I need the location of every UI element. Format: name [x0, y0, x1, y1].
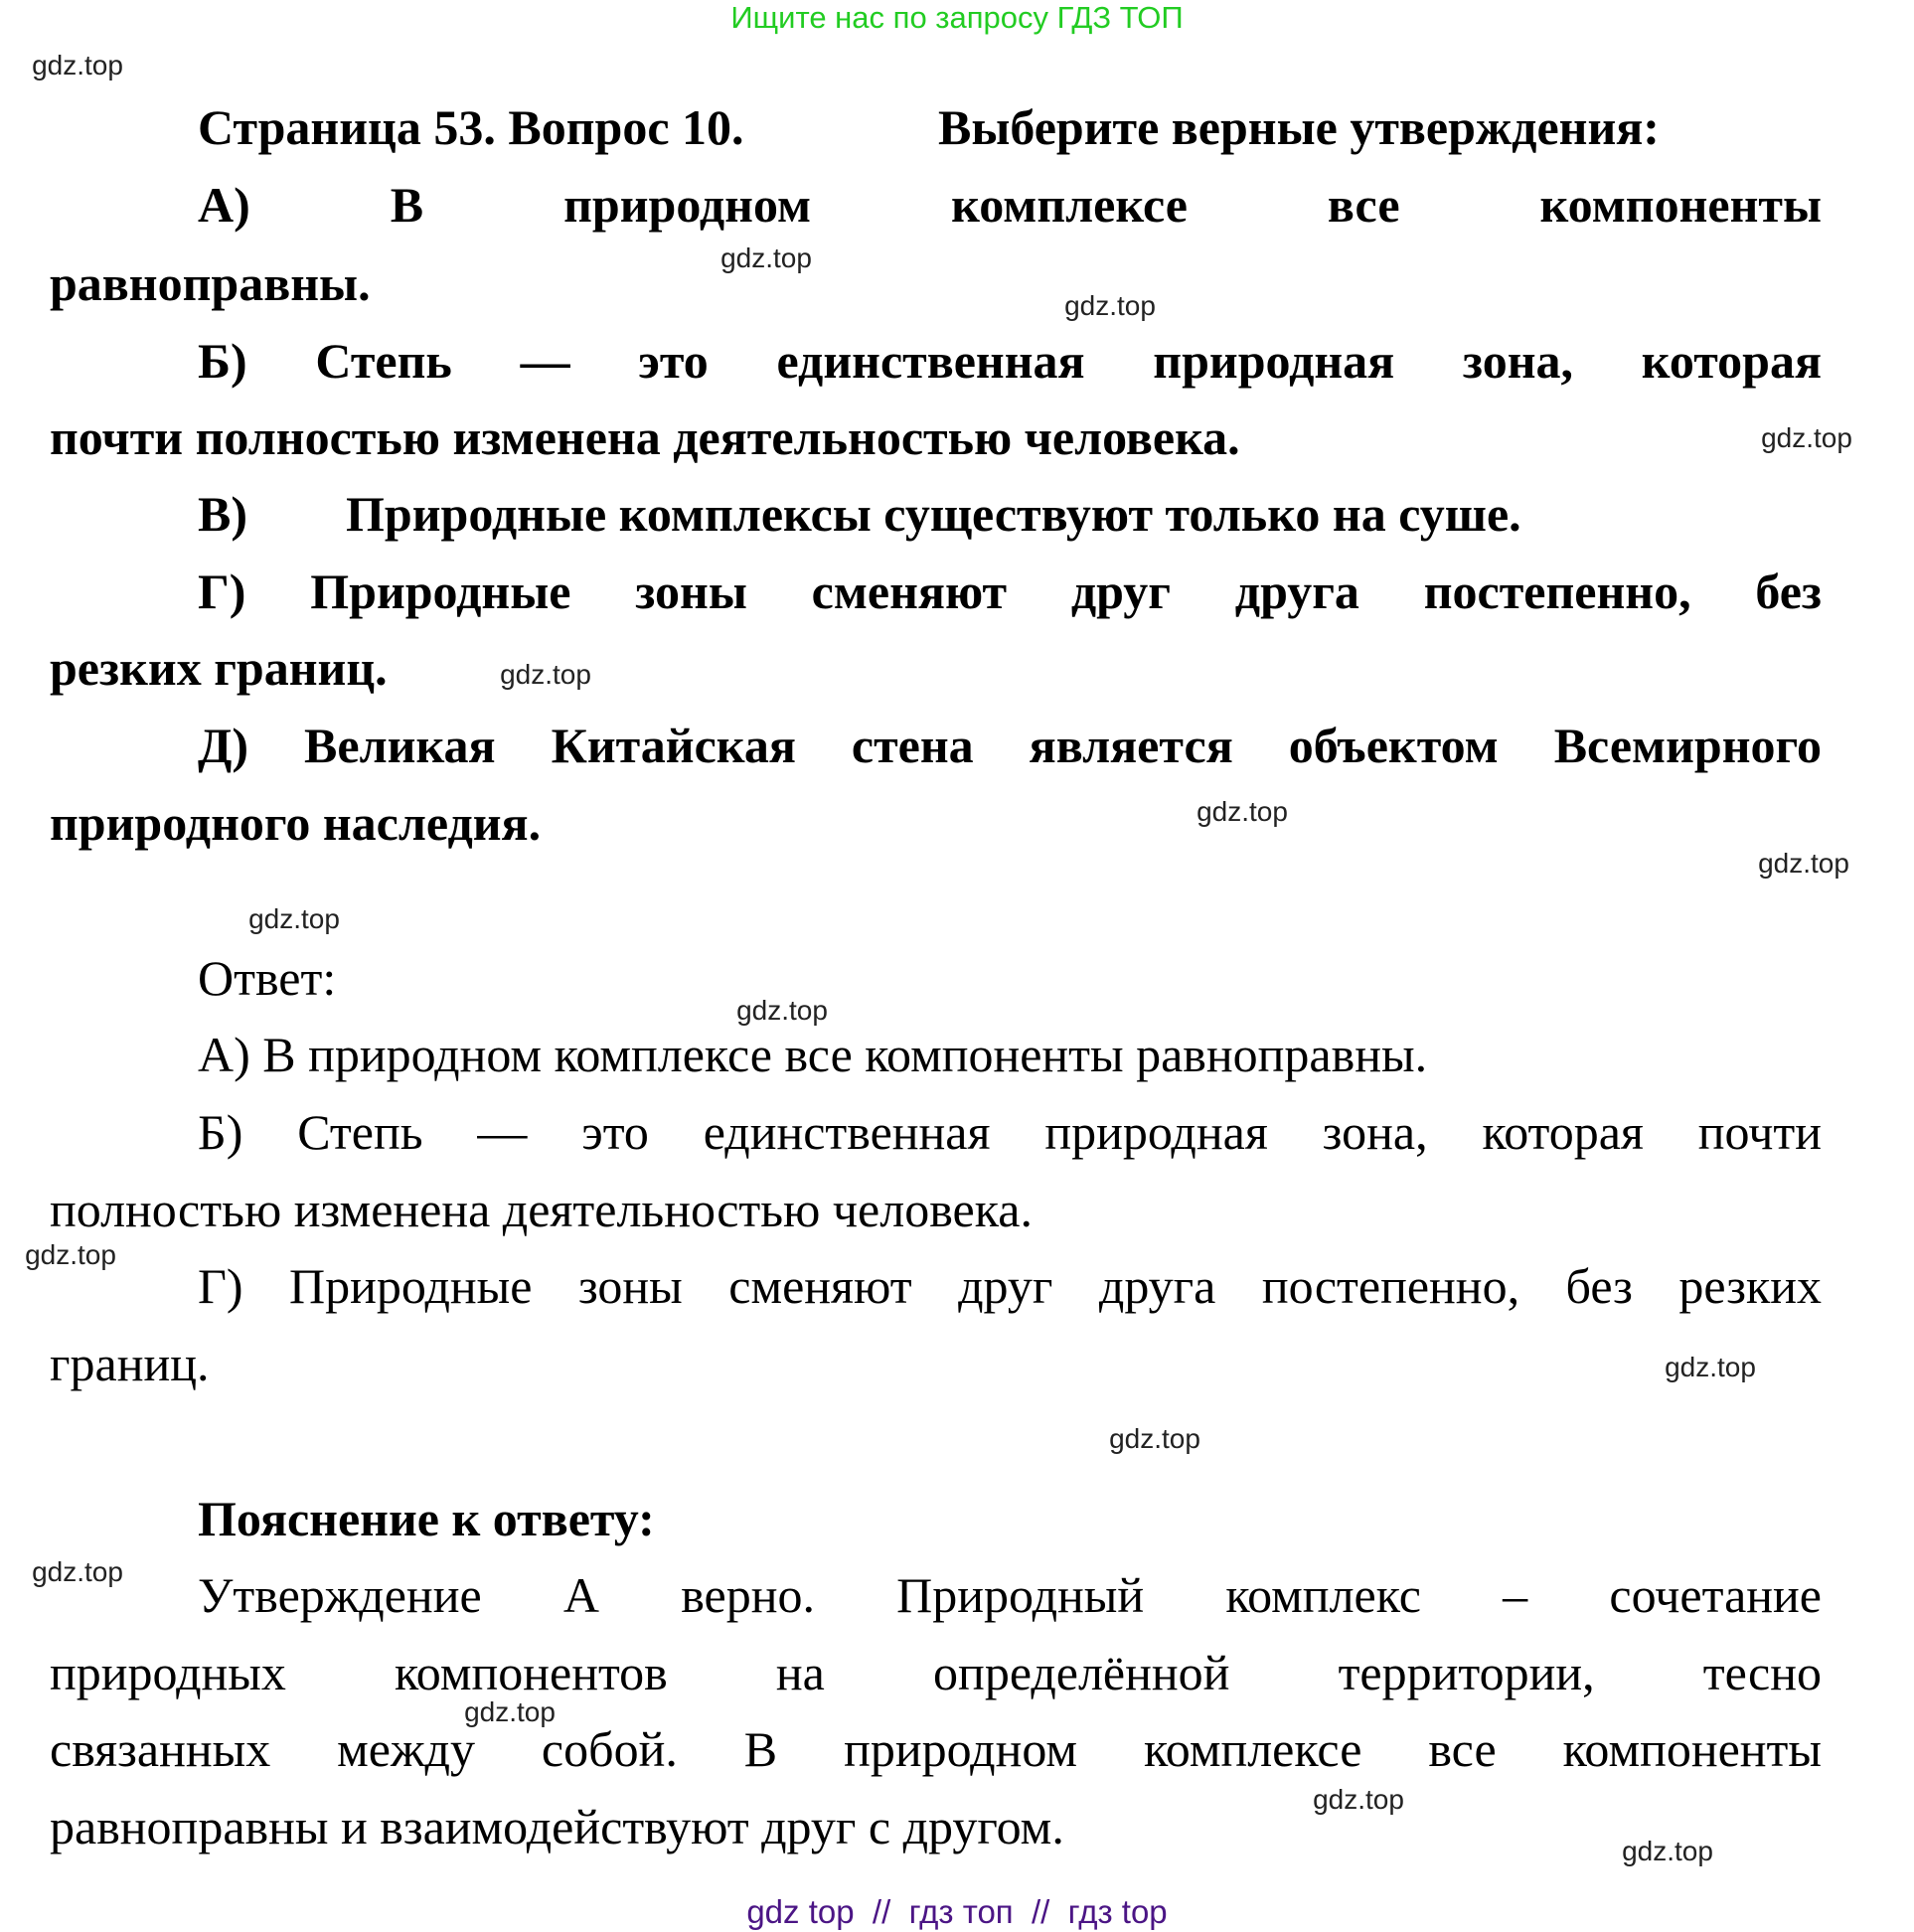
answer-line: Б) Степь — это единственная природная зона, которая почти: [198, 1104, 1822, 1160]
question-title: [198, 97, 1822, 157]
question-line: природного наследия.: [50, 795, 542, 851]
watermark: gdz.top: [1665, 1352, 1756, 1382]
explanation-line: связанных между собой. В природном комплексе все компоненты: [50, 1721, 1822, 1777]
option-text: Природные комплексы существуют только на суше.: [346, 486, 1521, 542]
watermark: gdz.top: [1196, 796, 1288, 827]
watermark: gdz.top: [32, 1556, 123, 1587]
watermark: gdz.top: [1313, 1784, 1404, 1815]
watermark: gdz.top: [1758, 848, 1849, 879]
explanation-line: природных компонентов на определённой территории, тесно: [50, 1645, 1822, 1700]
question-line: [198, 484, 1822, 544]
answer-line: А) В природном комплексе все компоненты равноправны.: [198, 1027, 1428, 1082]
watermark: gdz.top: [500, 659, 591, 690]
watermark: gdz.top: [32, 50, 123, 80]
question-line: резких границ.: [50, 640, 388, 696]
question-number: Страница 53. Вопрос 10.: [198, 99, 744, 155]
explanation-line: Утверждение А верно. Природный комплекс – сочетание: [198, 1567, 1822, 1623]
answer-line: полностью изменена деятельностью человека.: [50, 1182, 1033, 1237]
explanation-heading: Пояснение к ответу:: [198, 1491, 655, 1546]
watermark: gdz.top: [1109, 1423, 1200, 1454]
question-line: Г) Природные зоны сменяют друг друга постепенно, без: [198, 564, 1822, 619]
watermark: gdz.top: [248, 903, 340, 934]
answer-line: Г) Природные зоны сменяют друг друга постепенно, без резких: [198, 1258, 1822, 1314]
option-letter: В): [198, 486, 247, 542]
watermark: gdz.top: [736, 995, 828, 1026]
watermark: gdz.top: [720, 242, 812, 273]
question-line: Б) Степь — это единственная природная зона, которая: [198, 333, 1822, 389]
answer-label: Ответ:: [198, 950, 337, 1006]
explanation-line: равноправны и взаимодействуют друг с другом.: [50, 1799, 1064, 1854]
question-line: почти полностью изменена деятельностью человека.: [50, 409, 1240, 465]
question-line: А) В природном комплексе все компоненты: [198, 177, 1822, 233]
watermark: gdz.top: [1622, 1836, 1713, 1866]
answer-line: границ.: [50, 1336, 210, 1391]
watermark: gdz.top: [1064, 290, 1156, 321]
search-banner: Ищите нас по запросу ГДЗ ТОП: [730, 0, 1184, 35]
question-line: равноправны.: [50, 255, 371, 311]
watermark: gdz.top: [464, 1696, 556, 1727]
question-line: Д) Великая Китайская стена является объектом Всемирного: [198, 718, 1822, 773]
question-prompt: Выберите верные утверждения:: [938, 99, 1660, 155]
watermark: gdz.top: [1761, 422, 1852, 453]
footer-links: gdz top // гдз топ // гдз top: [746, 1893, 1168, 1930]
watermark: gdz.top: [25, 1239, 116, 1270]
